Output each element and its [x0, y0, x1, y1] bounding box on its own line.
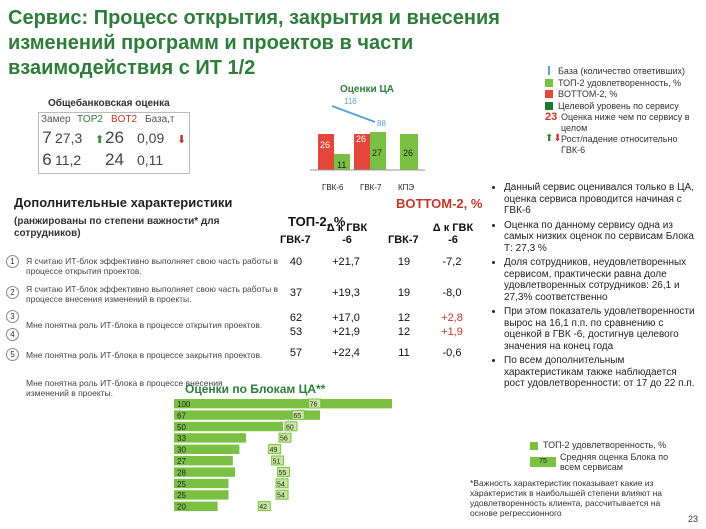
bottom2-header: BOTTOM-2, % — [396, 196, 483, 211]
bullet-item: • Оценка по данному сервису одна из самых низких оценок по сервисам Блока Т: 27,3 % — [504, 220, 700, 255]
cell-top2: 37 — [289, 287, 303, 299]
row-number: 1 — [6, 255, 19, 268]
cell-delta: -8,0 — [442, 287, 462, 299]
bank-score-label: Общебанковская оценка — [48, 98, 170, 109]
legend-item-avg: 75 Средняя оценка Блока по всем сервисам — [530, 452, 680, 472]
row-text: Мне понятна роль ИТ-блока в процессе открытия проектов. — [26, 320, 263, 330]
bullet-item: • По всем дополнительным характеристикам также наблюдается рост удовлетворенности: от 17 до 22 п.п. — [504, 355, 700, 390]
cell-delta: -0,6 — [442, 347, 462, 359]
avg-box-icon: 75 — [530, 457, 556, 467]
legend-line-icon — [548, 66, 550, 75]
block-bar-label: 28 — [177, 468, 186, 478]
block-avg-label: 76 — [309, 401, 318, 409]
cell-bottom2: 11 — [398, 347, 410, 359]
block-bar-label: 20 — [177, 502, 186, 512]
bar-label: 26 — [320, 140, 331, 150]
legend-item-bottom2: BOTTOM-2, % — [545, 89, 703, 100]
bar-label: 11 — [337, 160, 347, 170]
row-text: Я считаю ИТ-блок эффективно выполняет свою часть работы в процессе внесения изменений в проекты. — [26, 284, 279, 304]
legend-item-top2: ТОП-2 удовлетворенность, % — [545, 78, 703, 89]
up-arrow-icon: ⬆ — [95, 134, 105, 146]
blocks-chart-title: Оценки по Блокам ЦА** — [185, 382, 326, 396]
axis-label: ГВК-6 — [322, 183, 344, 192]
row-text: Мне понятна роль ИТ-блока в процессе внесения изменений в проекты. — [26, 378, 223, 398]
up-down-arrow-icon: ⬆⬇ — [545, 133, 562, 144]
block-bar-label: 33 — [177, 434, 186, 444]
block-avg-label: 56 — [280, 435, 288, 443]
target-square-icon — [545, 102, 553, 110]
legend-item-top2: ТОП-2 удовлетворенность, % — [530, 440, 680, 450]
cell-top2: 57 — [289, 347, 303, 359]
cell-bottom2: 12 — [397, 312, 411, 324]
axis-label: КПЭ — [398, 183, 415, 192]
cell-delta: +21,7 — [332, 256, 360, 268]
row-number: 4 — [6, 328, 19, 341]
block-bar — [174, 422, 283, 431]
bullet-item: • Доля сотрудников, неудовлетворенных сервисом, практически равна доле удовлетворенных сотрудников: 26,1 и 27,3% соответственно — [504, 257, 700, 303]
cell-delta: +1,9 — [441, 326, 463, 338]
block-avg-label: 42 — [259, 504, 268, 512]
bar-label: 26 — [356, 134, 367, 144]
section-title: Дополнительные характеристики — [14, 195, 233, 210]
legend-item-lower: 23 Оценка ниже чем по сервису в целом — [545, 111, 690, 133]
cell-delta: +19,3 — [332, 287, 360, 299]
cell-top2: 62 — [289, 312, 303, 324]
row-number: 5 — [6, 348, 19, 361]
cell-delta: -7,2 — [442, 256, 462, 268]
green-square-icon — [545, 79, 553, 87]
legend-item-target: Целевой уровень по сервису — [545, 101, 703, 112]
col-gvk7: ГВК-7 — [388, 234, 419, 246]
block-bar-label: 25 — [177, 479, 186, 489]
cell-delta: +21,9 — [332, 326, 360, 338]
axis-label: ГВК-7 — [360, 183, 382, 192]
cell-bottom2: 19 — [397, 287, 411, 299]
col-gvk7: ГВК-7 — [280, 234, 311, 246]
block-avg-label: 65 — [293, 412, 302, 420]
base-line — [332, 106, 375, 122]
page-title: Сервис: Процесс открытия, закрытия и внесения изменений программ и проектов в части взаимодействия с ИТ 1/2 — [8, 7, 500, 79]
col-delta: Δ к ГВК -6 — [432, 222, 474, 246]
block-avg-label: 54 — [277, 481, 285, 489]
block-bar — [174, 399, 392, 408]
blocks-legend — [530, 440, 680, 472]
cell-delta: +22,4 — [332, 347, 360, 359]
bank-score-table — [38, 112, 190, 174]
bullet-item: • Данный сервис оценивался только в ЦА, оценка сервиса проводится начиная с ГВК-6 — [504, 182, 700, 217]
section-subtitle: (ранжированы по степени важности* для сотрудников) — [14, 216, 220, 239]
base-label: 88 — [377, 119, 386, 128]
blocks-chart — [172, 398, 402, 516]
row-text: Мне понятна роль ИТ-блока в процессе закрытия проектов. — [26, 350, 263, 360]
bar-label: 26 — [403, 148, 414, 158]
footnote: *Важность характеристик показывает какие из характеристик в наибольшей степени влияют на удовлетворенность клиента, рассчитывается на основе регрессионного — [470, 478, 663, 518]
cell-bottom2: 12 — [397, 326, 411, 338]
cell-top2: 53 — [289, 326, 303, 338]
bullet-item: • При этом показатель удовлетворенности вырос на 16,1 п.п. по сравнению с оценкой в ГВК -6, достигнув целевого значения на конец года — [504, 306, 700, 352]
green-square-icon — [530, 442, 538, 450]
block-avg-label: 54 — [277, 492, 285, 500]
block-bar-label: 100 — [177, 400, 191, 409]
page-number: 23 — [688, 514, 699, 524]
block-bar-label: 50 — [177, 422, 186, 432]
red-square-icon — [545, 90, 553, 98]
base-label: 116 — [344, 97, 357, 106]
down-arrow-icon: ⬇ — [177, 134, 187, 146]
cell-bottom2: 19 — [397, 256, 411, 268]
cell-delta: +2,8 — [441, 312, 463, 324]
legend-item-base: База (количество ответивших) — [545, 66, 703, 77]
legend — [545, 66, 703, 156]
block-avg-label: 60 — [285, 424, 294, 432]
bank-score-header: Замер TOP2 BOT2 База,т — [41, 114, 175, 125]
block-avg-label: 55 — [278, 469, 287, 477]
block-avg-label: 51 — [272, 458, 281, 466]
block-avg-label: 49 — [269, 447, 278, 455]
bank-score-row: 6 11,2 24 0,11 — [42, 150, 164, 169]
commentary — [486, 182, 700, 393]
legend-item-change: ⬆⬇ Рост/падение относительно ГВК-6 — [545, 133, 678, 155]
ca-chart-title: Оценки ЦА — [340, 84, 394, 95]
block-bar-label: 25 — [177, 491, 186, 501]
block-bar-label: 30 — [177, 445, 186, 455]
cell-top2: 40 — [289, 256, 303, 268]
col-delta: Δ к ГВК -6 — [326, 222, 368, 246]
bar-label: 27 — [372, 148, 383, 158]
row-number: 2 — [6, 286, 19, 299]
row-number: 3 — [6, 310, 19, 323]
bank-score-row: 7 27,3 ⬆ 26 0,09 ⬇ — [39, 127, 189, 149]
ca-chart — [300, 96, 430, 196]
block-bar-label: 27 — [177, 457, 186, 466]
row-text: Я считаю ИТ-блок эффективно выполняет свою часть работы в процессе открытия проектов. — [26, 256, 279, 276]
cell-delta: +17,0 — [332, 312, 360, 324]
block-bar-label: 67 — [177, 411, 186, 421]
top2-header: ТОП-2, % — [288, 214, 346, 229]
